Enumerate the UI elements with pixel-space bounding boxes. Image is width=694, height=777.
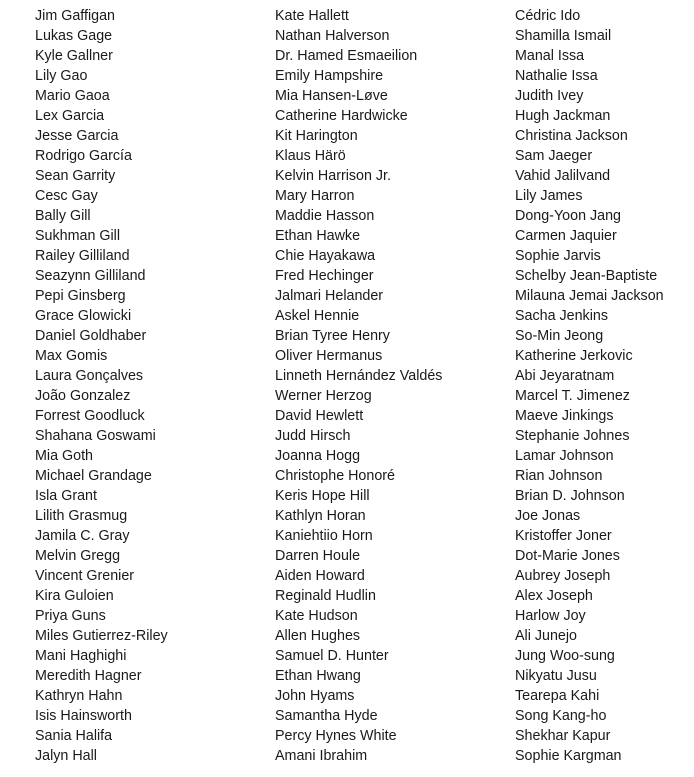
name-list-item: Emily Hampshire — [275, 68, 384, 84]
name-list-item: Brian D. Johnson — [515, 488, 625, 504]
name-column-3 — [515, 6, 664, 766]
name-list-item: John Hyams — [275, 688, 355, 704]
name-list-item: Seazynn Gilliland — [35, 268, 146, 284]
name-list-item: Manal Issa — [515, 48, 585, 64]
name-list-item: Jim Gaffigan — [35, 8, 115, 24]
name-list-item: Nathan Halverson — [275, 28, 390, 44]
name-list-item: Pepi Ginsberg — [35, 288, 126, 304]
name-list-item: Samuel D. Hunter — [275, 648, 389, 664]
name-list-item: Fred Hechinger — [275, 268, 374, 284]
name-list-item: Jung Woo-sung — [515, 648, 615, 664]
name-list-item: Lily James — [515, 188, 583, 204]
name-list-item: Kristoffer Joner — [515, 528, 612, 544]
name-list-item: Hugh Jackman — [515, 108, 611, 124]
name-list-item: Linneth Hernández Valdés — [275, 368, 443, 384]
name-list-item: Joe Jonas — [515, 508, 581, 524]
name-list-item: Forrest Goodluck — [35, 408, 145, 424]
name-list-item: Catherine Hardwicke — [275, 108, 408, 124]
name-list-item: Milauna Jemai Jackson — [515, 288, 664, 304]
name-list-item: Allen Hughes — [275, 628, 361, 644]
name-list-item: Askel Hennie — [275, 308, 360, 324]
name-list-item: Nikyatu Jusu — [515, 668, 597, 684]
name-list-item: Lamar Johnson — [515, 448, 614, 464]
name-list-item: Shekhar Kapur — [515, 728, 611, 744]
name-list-item: Abi Jeyaratnam — [515, 368, 615, 384]
name-list-item: João Gonzalez — [35, 388, 131, 404]
name-list-item: David Hewlett — [275, 408, 364, 424]
name-list-item: Tearepa Kahi — [515, 688, 600, 704]
name-list-item: Laura Gonçalves — [35, 368, 144, 384]
name-list-item: Amani Ibrahim — [275, 748, 368, 764]
name-list-item: Sacha Jenkins — [515, 308, 608, 324]
name-list-item: Kyle Gallner — [35, 48, 113, 64]
name-list-item: Bally Gill — [35, 208, 91, 224]
name-list-item: Isla Grant — [35, 488, 97, 504]
name-list-item: Lilith Grasmug — [35, 508, 128, 524]
name-list-item: Sophie Kargman — [515, 748, 622, 764]
name-list-item: Dr. Hamed Esmaeilion — [275, 48, 418, 64]
name-list-item: Rodrigo García — [35, 148, 132, 164]
name-list-item: Christina Jackson — [515, 128, 628, 144]
name-list-item: Jamila C. Gray — [35, 528, 130, 544]
name-list-item: Aubrey Joseph — [515, 568, 611, 584]
name-list-page — [0, 6, 694, 777]
name-column-1 — [35, 6, 168, 766]
name-list-item: So-Min Jeong — [515, 328, 604, 344]
name-list-item: Miles Gutierrez-Riley — [35, 628, 168, 644]
name-list-item: Shahana Goswami — [35, 428, 156, 444]
name-list-item: Joanna Hogg — [275, 448, 361, 464]
name-list-item: Judd Hirsch — [275, 428, 351, 444]
name-list-item: Werner Herzog — [275, 388, 372, 404]
name-list-item: Mia Hansen-Løve — [275, 88, 388, 104]
name-list-item: Song Kang-ho — [515, 708, 607, 724]
name-list-item: Carmen Jaquier — [515, 228, 617, 244]
name-list-item: Dong-Yoon Jang — [515, 208, 621, 224]
name-list-item: Ethan Hawke — [275, 228, 361, 244]
name-list-item: Kit Harington — [275, 128, 358, 144]
name-list-item: Sophie Jarvis — [515, 248, 601, 264]
name-list-item: Melvin Gregg — [35, 548, 121, 564]
name-list-item: Kate Hallett — [275, 8, 349, 24]
name-list-item: Oliver Hermanus — [275, 348, 383, 364]
name-list-item: Keris Hope Hill — [275, 488, 370, 504]
name-list-item: Max Gomis — [35, 348, 108, 364]
name-list-item: Lukas Gage — [35, 28, 113, 44]
name-list-item: Maeve Jinkings — [515, 408, 614, 424]
name-list-item: Grace Glowicki — [35, 308, 132, 324]
name-list-item: Kira Guloien — [35, 588, 114, 604]
name-list-item: Sukhman Gill — [35, 228, 121, 244]
name-list-item: Mario Gaoa — [35, 88, 110, 104]
name-list-item: Stephanie Johnes — [515, 428, 630, 444]
name-list-item: Kathryn Hahn — [35, 688, 123, 704]
name-list-item: Dot-Marie Jones — [515, 548, 620, 564]
name-list-item: Jesse Garcia — [35, 128, 119, 144]
name-list-item: Kaniehtiio Horn — [275, 528, 373, 544]
name-list-item: Darren Houle — [275, 548, 361, 564]
name-list-item: Kelvin Harrison Jr. — [275, 168, 392, 184]
name-list-item: Schelby Jean-Baptiste — [515, 268, 658, 284]
name-list-item: Cesc Gay — [35, 188, 98, 204]
name-list-item: Mary Harron — [275, 188, 355, 204]
name-list-item: Aiden Howard — [275, 568, 365, 584]
name-list-item: Brian Tyree Henry — [275, 328, 390, 344]
name-list-item: Lily Gao — [35, 68, 88, 84]
name-list-item: Samantha Hyde — [275, 708, 378, 724]
name-list-item: Ali Junejo — [515, 628, 577, 644]
name-list-item: Alex Joseph — [515, 588, 593, 604]
name-list-item: Rian Johnson — [515, 468, 603, 484]
name-list-item: Michael Grandage — [35, 468, 152, 484]
name-list-item: Cédric Ido — [515, 8, 581, 24]
name-list-item: Vahid Jalilvand — [515, 168, 611, 184]
name-list-item: Christophe Honoré — [275, 468, 396, 484]
name-list-item: Railey Gilliland — [35, 248, 130, 264]
name-list-item: Lex Garcia — [35, 108, 105, 124]
name-list-item: Shamilla Ismail — [515, 28, 612, 44]
name-list-item: Kathlyn Horan — [275, 508, 366, 524]
name-list-item: Reginald Hudlin — [275, 588, 376, 604]
name-list-item: Sania Halifa — [35, 728, 113, 744]
name-list-item: Nathalie Issa — [515, 68, 598, 84]
name-list-item: Meredith Hagner — [35, 668, 142, 684]
name-list-item: Katherine Jerkovic — [515, 348, 633, 364]
name-list-item: Marcel T. Jimenez — [515, 388, 630, 404]
name-list-item: Sam Jaeger — [515, 148, 593, 164]
name-list-item: Kate Hudson — [275, 608, 358, 624]
name-list-item: Percy Hynes White — [275, 728, 397, 744]
name-list-item: Daniel Goldhaber — [35, 328, 147, 344]
name-list-item: Chie Hayakawa — [275, 248, 376, 264]
name-list-item: Sean Garrity — [35, 168, 116, 184]
name-list-item: Maddie Hasson — [275, 208, 375, 224]
name-list-item: Vincent Grenier — [35, 568, 135, 584]
name-list-item: Isis Hainsworth — [35, 708, 132, 724]
name-list-item: Ethan Hwang — [275, 668, 361, 684]
name-list-item: Harlow Joy — [515, 608, 586, 624]
name-list-item: Judith Ivey — [515, 88, 584, 104]
name-list-item: Klaus Härö — [275, 148, 346, 164]
name-list-item: Jalyn Hall — [35, 748, 97, 764]
name-list-item: Mani Haghighi — [35, 648, 127, 664]
name-list-item: Mia Goth — [35, 448, 94, 464]
name-list-item: Jalmari Helander — [275, 288, 384, 304]
name-list-item: Priya Guns — [35, 608, 106, 624]
name-column-2 — [275, 6, 442, 766]
